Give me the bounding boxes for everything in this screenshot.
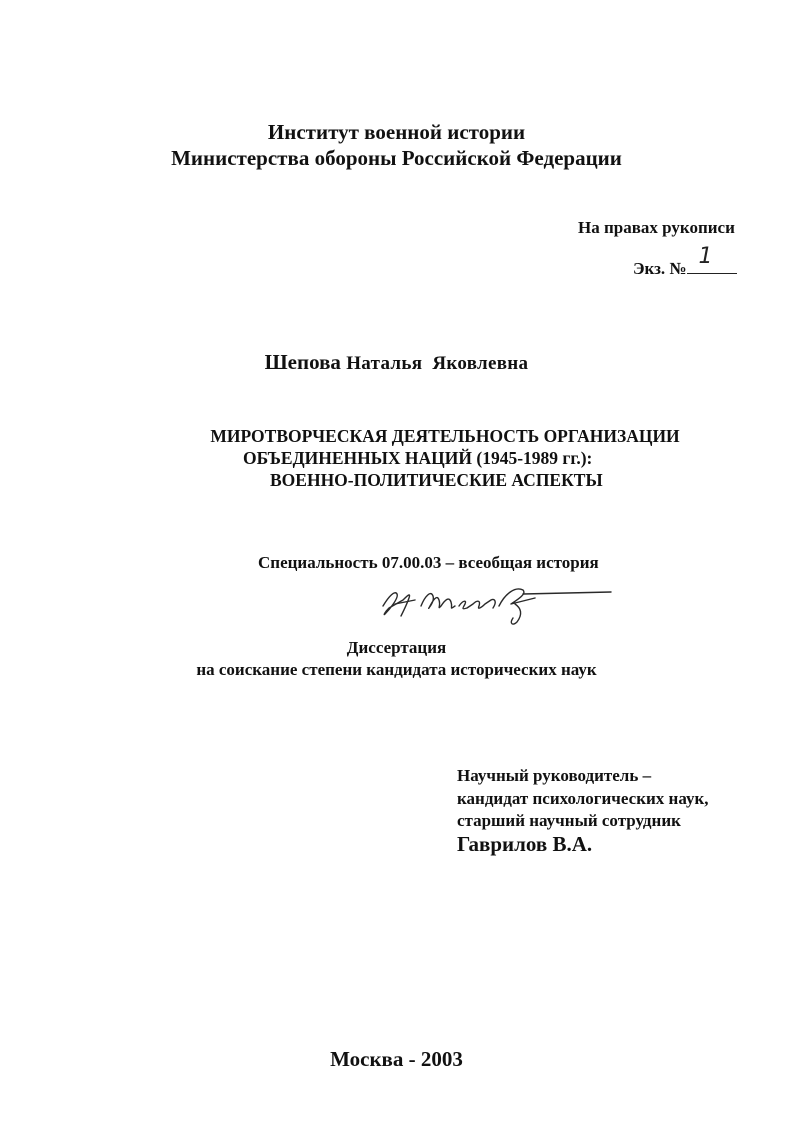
dissertation-label: Диссертация: [346, 638, 447, 657]
institute-line2: Министерства обороны Российской Федерации: [171, 146, 622, 170]
author-given-names: Наталья Яковлевна: [346, 353, 529, 374]
supervisor-degree: кандидат психологических наук,: [457, 788, 709, 808]
author-name: [0, 350, 793, 375]
title-line1: МИРОТВОРЧЕСКАЯ ДЕЯТЕЛЬНОСТЬ ОРГАНИЗАЦИИ: [210, 426, 680, 446]
city-year: Москва - 2003: [330, 1047, 463, 1071]
signature: [375, 578, 615, 630]
dissertation-block: [0, 637, 793, 681]
copy-number-prefix: Экз. №: [633, 259, 687, 278]
manuscript-rights-label: На правах рукописи: [578, 218, 735, 237]
degree-line: на соискание степени кандидата исторических наук: [196, 660, 597, 679]
copy-number-field: [687, 244, 737, 274]
title-line2: ОБЪЕДИНЕННЫХ НАЦИЙ (1945-1989 гг.):: [243, 448, 593, 468]
author-surname: Шепова: [264, 350, 341, 374]
supervisor-position: старший научный сотрудник: [457, 811, 681, 830]
institute-block: [0, 119, 793, 171]
supervisor-role: Научный руководитель –: [457, 766, 652, 785]
institute-line1: Институт военной истории: [267, 120, 526, 144]
supervisor-name: Гаврилов В.А.: [457, 831, 593, 856]
copy-number-block: [633, 244, 737, 279]
title-line3: ВОЕННО-ПОЛИТИЧЕСКИЕ АСПЕКТЫ: [270, 470, 603, 490]
copy-number-value: 1: [698, 244, 713, 269]
supervisor-block: [457, 765, 709, 855]
specialty: Специальность 07.00.03 – всеобщая история: [258, 553, 599, 572]
dissertation-title: [0, 425, 793, 491]
